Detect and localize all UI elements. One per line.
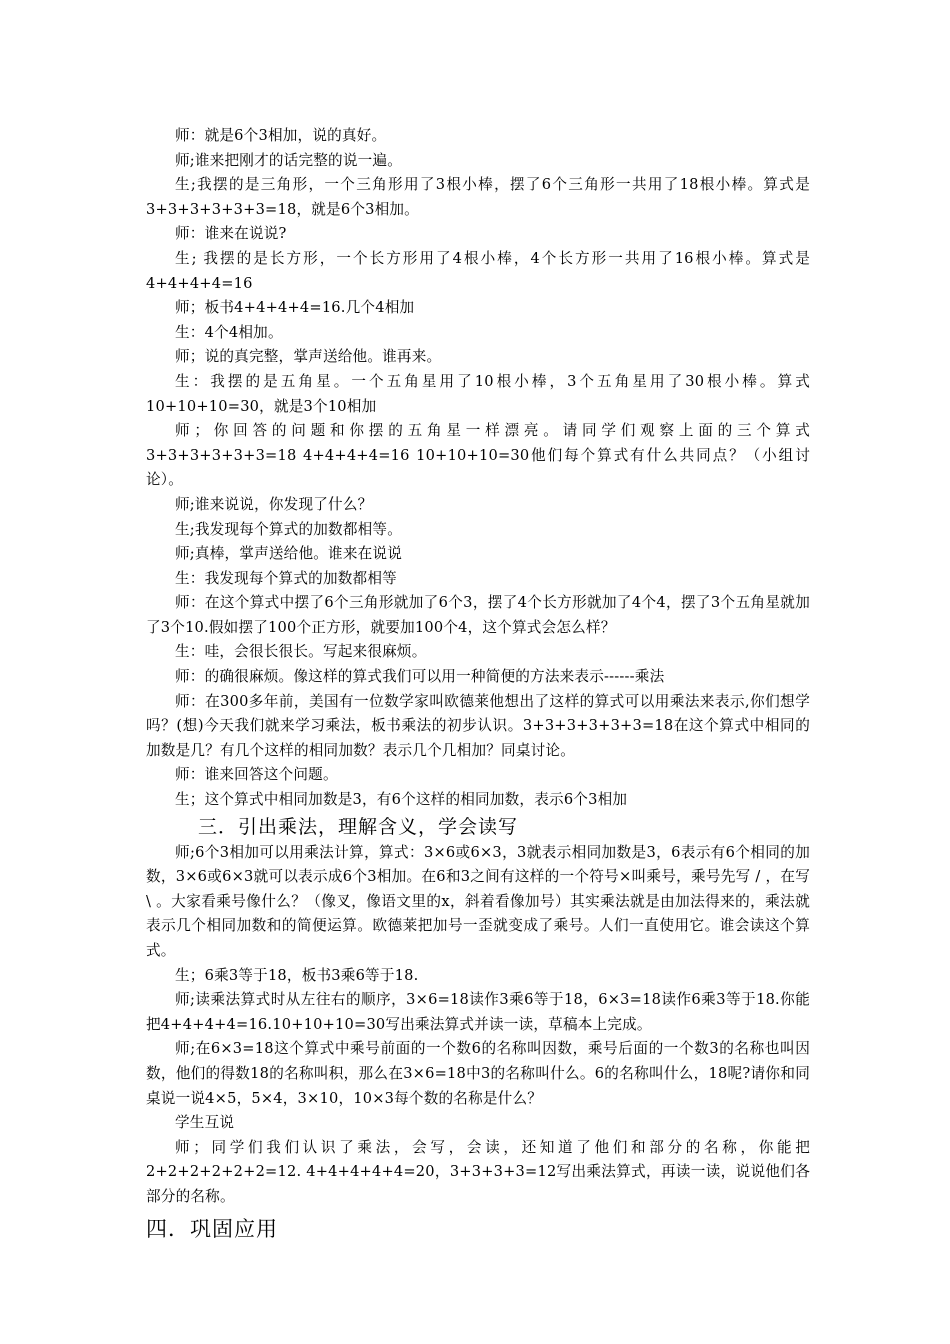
paragraph: 师;6个3相加可以用乘法计算，算式：3×6或6×3，3就表示相同加数是3，6表示有6个相同的加数，3×6或6×3就可以表示成6个3相加。在6和3之间有这样的一个符号×叫乘号，乘号先写 / ，在写 \ 。大家看乘号像什么？（像叉，像语文里的x，斜着看像加号）其实乘法就是由加法得来的，乘法就表示几个相同加数和的简便运算。欧德莱把加号一歪就变成了乘号。人们一直使用它。谁会读这个算式。: [146, 843, 810, 959]
paragraph: 师;真棒，掌声送给他。谁来在说说: [175, 545, 403, 563]
paragraph: 师：的确很麻烦。像这样的算式我们可以用一种简便的方法来表示------乘法: [175, 668, 665, 686]
paragraph: 生; 我摆的是长方形，一个长方形用了4根小棒，4个长方形一共用了16根小棒。算式是4+4+4+4=16: [146, 249, 810, 292]
paragraph: 生：我发现每个算式的加数都相等: [175, 569, 397, 587]
paragraph: 生；6乘3等于18，板书3乘6等于18.: [175, 966, 419, 984]
paragraph: 学生互说: [175, 1114, 235, 1132]
paragraph: 师;谁来把刚才的话完整的说一遍。: [175, 151, 403, 169]
paragraph: 师；你回答的问题和你摆的五角星一样漂亮。请同学们观察上面的三个算式3+3+3+3+3+3=18 4+4+4+4=16 10+10+10=30他们每个算式有什么共同点？（小组讨论）。: [146, 422, 810, 489]
section-heading-3: 三．引出乘法，理解含义，学会读写: [198, 815, 519, 838]
paragraph: 师：谁来回答这个问题。: [175, 766, 338, 784]
section-heading-4: 四．巩固应用: [146, 1216, 278, 1241]
paragraph: 师；说的真完整，掌声送给他。谁再来。: [175, 348, 442, 366]
paragraph: 师；板书4+4+4+4=16.几个4相加: [175, 299, 415, 317]
dialogue-section-2: [146, 841, 810, 1210]
document-page: [146, 124, 810, 1244]
paragraph: 生；这个算式中相同加数是3，有6个这样的相同加数，表示6个3相加: [175, 791, 628, 809]
paragraph: 生：哇，会很长很长。写起来很麻烦。: [175, 643, 427, 661]
paragraph: 师;读乘法算式时从左往右的顺序，3×6=18读作3乘6等于18，6×3=18读作6乘3等于18.你能把4+4+4+4=16.10+10+10=30写出乘法算式并读一读，草稿本上完成。: [146, 991, 810, 1033]
paragraph: 师;谁来说说，你发现了什么？: [175, 495, 373, 513]
dialogue-section-1: [146, 124, 810, 813]
paragraph: 生：4个4相加。: [175, 323, 283, 341]
paragraph: 师：在300多年前，美国有一位数学家叫欧德莱他想出了这样的算式可以用乘法来表示,你们想学吗？(想)今天我们就来学习乘法，板书乘法的初步认识。3+3+3+3+3+3=18在这个算式中相同的加数是几？有几个这样的相同加数？表示几个几相加？同桌讨论。: [146, 692, 810, 759]
paragraph: 师；同学们我们认识了乘法，会写，会读，还知道了他们和部分的名称，你能把2+2+2+2+2+2=12. 4+4+4+4+4=20，3+3+3+3=12写出乘法算式，再读一读，说说他们各部分的名称。: [146, 1138, 810, 1205]
paragraph: 师：在这个算式中摆了6个三角形就加了6个3，摆了4个长方形就加了4个4，摆了3个五角星就加了3个10.假如摆了100个正方形，就要加100个4，这个算式会怎么样？: [146, 594, 810, 636]
paragraph: 师：谁来在说说?: [175, 225, 287, 243]
paragraph: 生;我摆的是三角形，一个三角形用了3根小棒，摆了6个三角形一共用了18根小棒。算式是3+3+3+3+3+3=18，就是6个3相加。: [146, 176, 810, 218]
paragraph: 生：我摆的是五角星。一个五角星用了10根小棒，3个五角星用了30根小棒。算式10+10+10=30，就是3个10相加: [146, 372, 810, 415]
paragraph: 师;在6×3=18这个算式中乘号前面的一个数6的名称叫因数，乘号后面的一个数3的名称也叫因数，他们的得数18的名称叫积，那么在3×6=18中3的名称叫什么。6的名称叫什么，18呢?请你和同桌说一说4×5，5×4，3×10，10×3每个数的名称是什么？: [146, 1040, 810, 1107]
paragraph: 师：就是6个3相加，说的真好。: [175, 127, 387, 144]
paragraph: 生;我发现每个算式的加数都相等。: [175, 520, 403, 538]
